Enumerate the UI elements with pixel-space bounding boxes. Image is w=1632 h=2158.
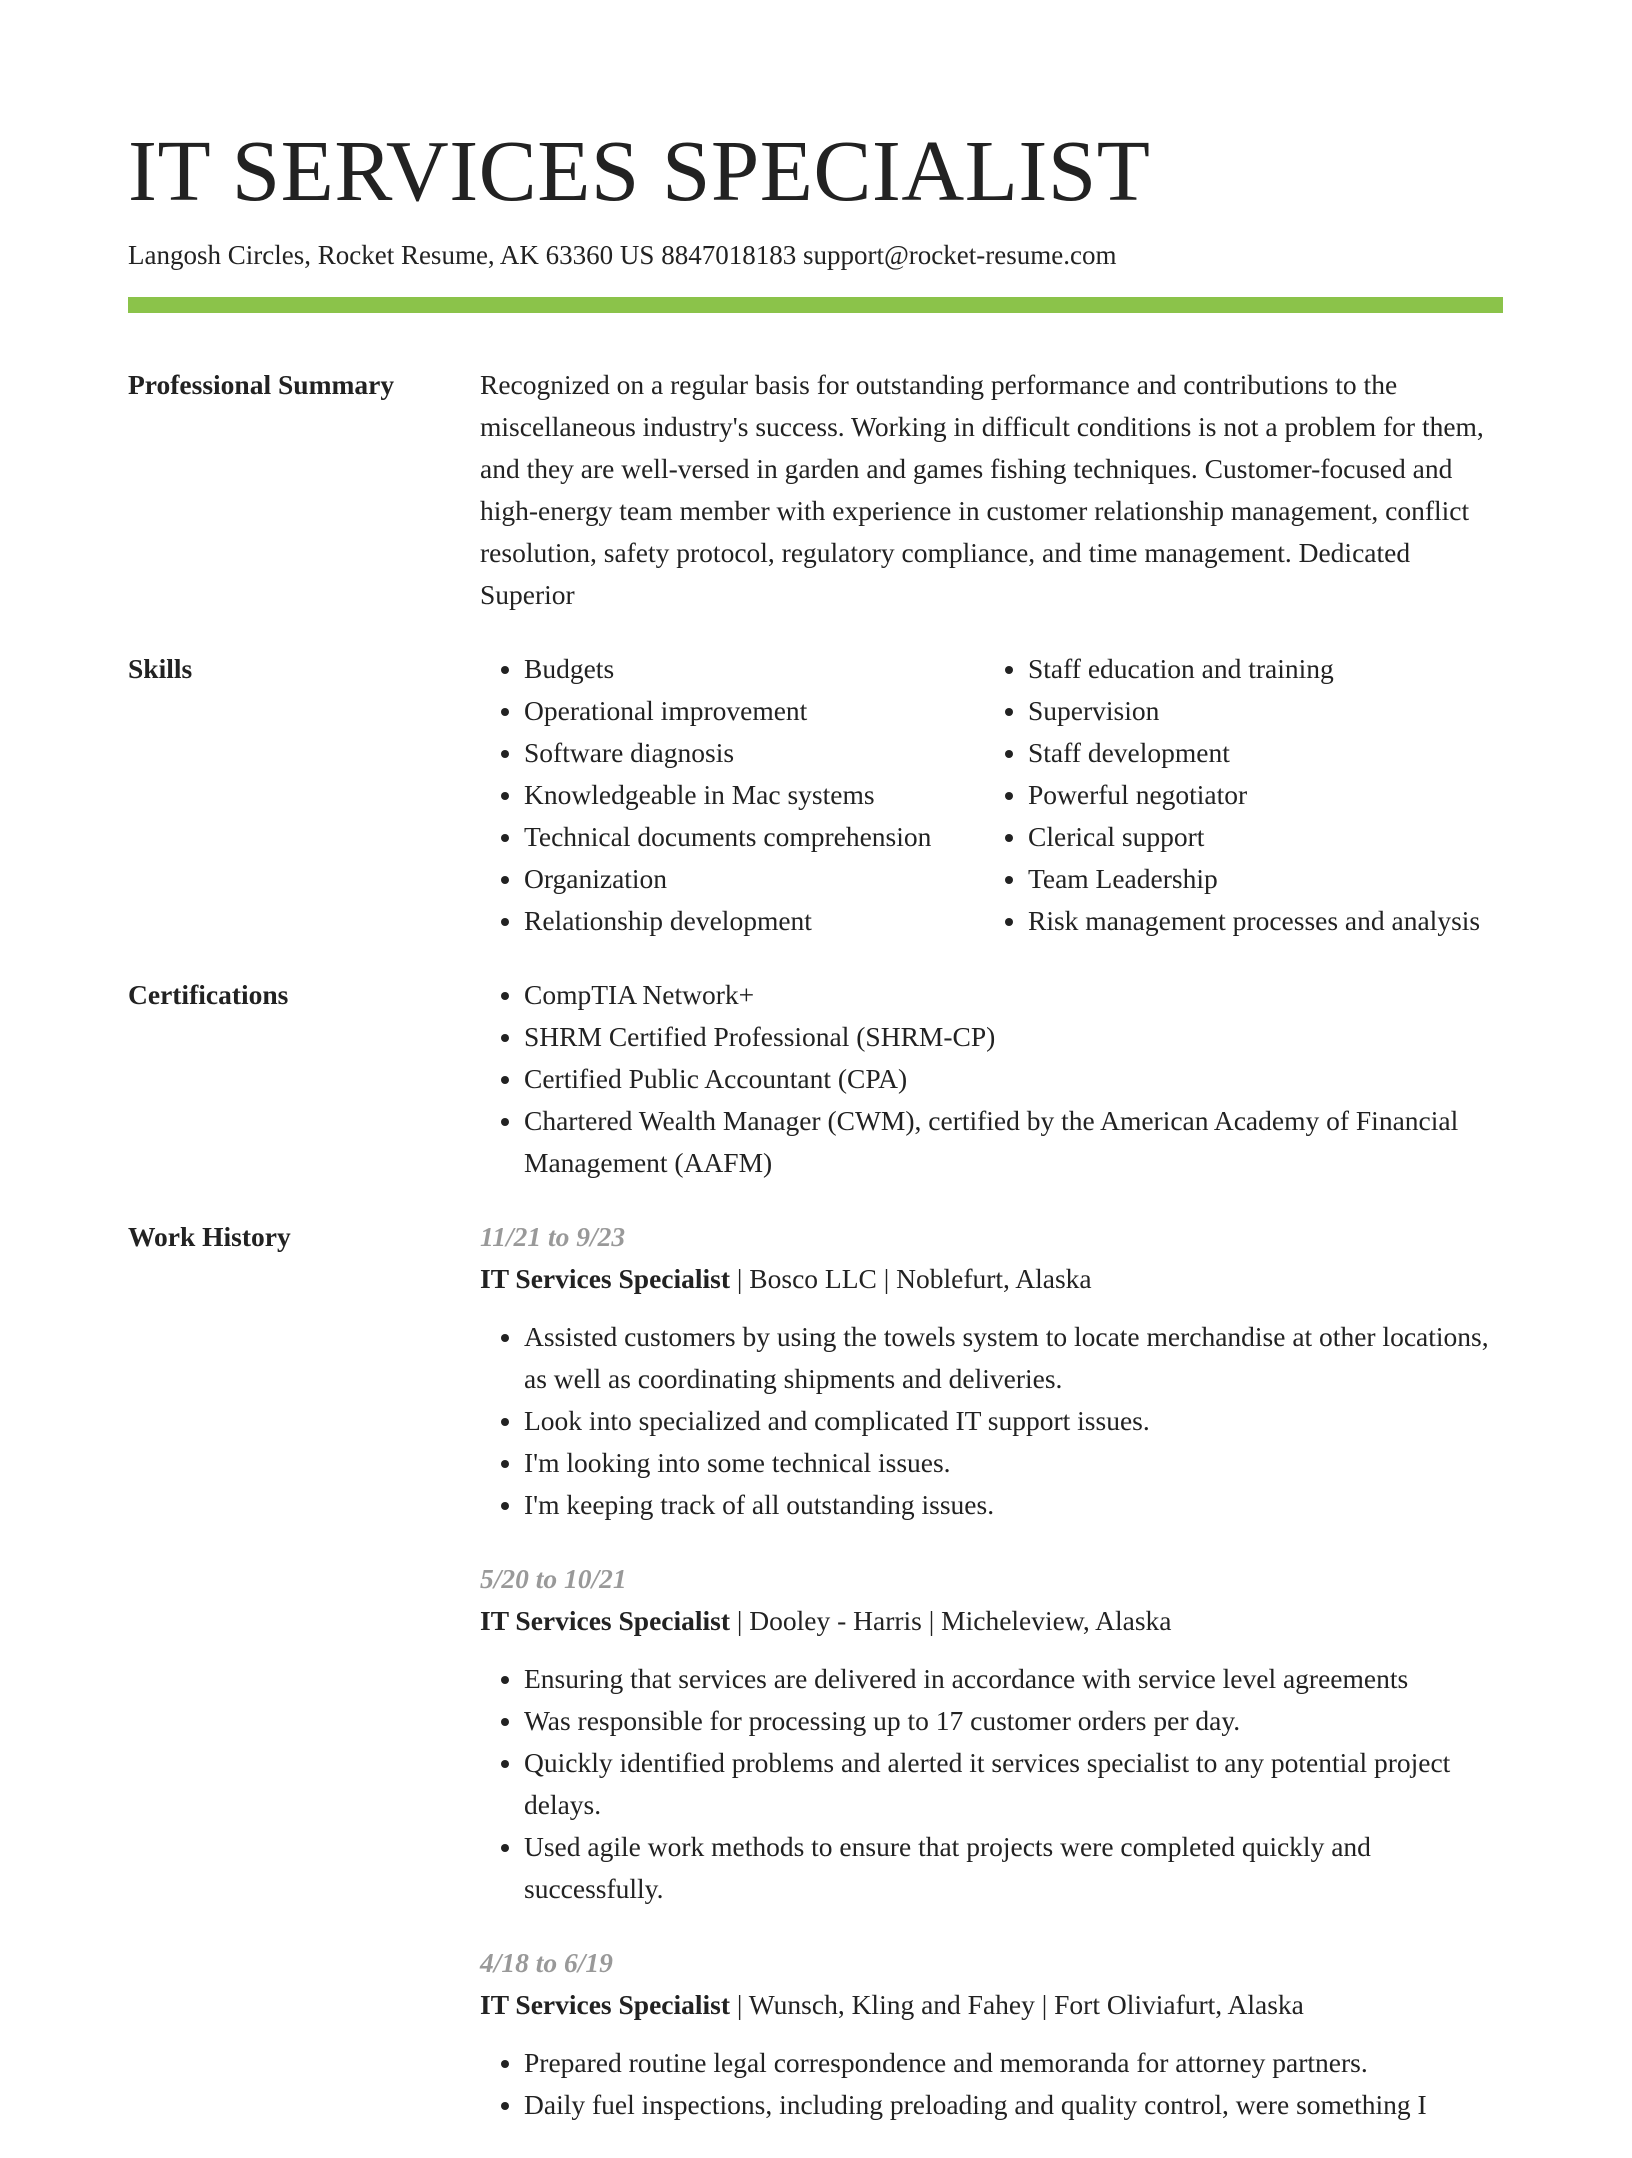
job-entry [480, 1942, 1503, 2126]
job-bullets [480, 1658, 1503, 1910]
skills-columns [480, 648, 1503, 942]
certifications-list [480, 974, 1503, 1184]
work-history-heading: Work History [128, 1221, 291, 1252]
job-title: IT Services Specialist [480, 1263, 731, 1294]
job-bullet: • Was responsible for processing up to 17 customer orders per day. [524, 1700, 1503, 1742]
work-history-body [480, 1216, 1503, 2158]
job-title: IT Services Specialist [480, 1605, 731, 1636]
skill-item: • Knowledgeable in Mac systems [524, 774, 984, 816]
skill-item: • Supervision [1028, 690, 1503, 732]
job-dates: 11/21 to 9/23 [480, 1221, 626, 1252]
skill-item: • Risk management processes and analysis [1028, 900, 1503, 942]
job-title-line [480, 1984, 1503, 2026]
certifications-section [128, 974, 1503, 1184]
skill-item: • Relationship development [524, 900, 984, 942]
job-employer-location: | Dooley - Harris | Micheleview, Alaska [730, 1605, 1172, 1636]
contact-line: Langosh Circles, Rocket Resume, AK 63360 US 8847018183 support@rocket-resume.com [128, 240, 1117, 270]
summary-section [128, 364, 1503, 616]
job-entry [480, 1216, 1503, 1526]
job-bullet: • Used agile work methods to ensure that projects were completed quickly and successfully. [524, 1826, 1503, 1910]
certification-item: • CompTIA Network+ [524, 974, 1503, 1016]
skills-list-right [984, 648, 1503, 942]
job-bullet: • I'm keeping track of all outstanding issues. [524, 1484, 1503, 1526]
skills-heading: Skills [128, 653, 193, 684]
skill-item: • Powerful negotiator [1028, 774, 1503, 816]
skill-item: • Team Leadership [1028, 858, 1503, 900]
job-dates: 4/18 to 6/19 [480, 1947, 613, 1978]
accent-divider [128, 297, 1503, 313]
skill-item: • Operational improvement [524, 690, 984, 732]
work-history-section [128, 1216, 1503, 2158]
job-employer-location: | Wunsch, Kling and Fahey | Fort Oliviafurt, Alaska [730, 1989, 1304, 2020]
job-title-line [480, 1258, 1503, 1300]
job-entry [480, 1558, 1503, 1910]
resume-page [128, 0, 1503, 2158]
job-bullet: • Look into specialized and complicated IT support issues. [524, 1400, 1503, 1442]
job-bullet: • Ensuring that services are delivered in accordance with service level agreements [524, 1658, 1503, 1700]
job-title: IT Services Specialist [480, 1989, 731, 2020]
job-employer-location: | Bosco LLC | Noblefurt, Alaska [730, 1263, 1092, 1294]
certifications-body [480, 974, 1503, 1184]
job-bullet: • Prepared routine legal correspondence and memoranda for attorney partners. [524, 2042, 1503, 2084]
skill-item: • Organization [524, 858, 984, 900]
job-bullet: • I'm looking into some technical issues. [524, 1442, 1503, 1484]
certification-item: • Certified Public Accountant (CPA) [524, 1058, 1503, 1100]
certifications-heading: Certifications [128, 979, 289, 1010]
job-bullets [480, 2042, 1503, 2126]
resume-title: IT SERVICES SPECIALIST [128, 122, 1151, 219]
skills-list-left [480, 648, 984, 942]
summary-heading: Professional Summary [128, 369, 395, 400]
skill-item: • Software diagnosis [524, 732, 984, 774]
skill-item: • Staff education and training [1028, 648, 1503, 690]
job-bullet: • Daily fuel inspections, including preloading and quality control, were something I [524, 2084, 1503, 2126]
skills-section [128, 648, 1503, 942]
skill-item: • Budgets [524, 648, 984, 690]
job-bullets [480, 1316, 1503, 1526]
skill-item: • Clerical support [1028, 816, 1503, 858]
skill-item: • Staff development [1028, 732, 1503, 774]
certification-item: • SHRM Certified Professional (SHRM-CP) [524, 1016, 1503, 1058]
summary-text: Recognized on a regular basis for outstanding performance and contributions to the miscellaneous industry's success. Working in difficult conditions is not a problem for them, and they are well-versed in garden and games fishing techniques. Customer-focused and high-energy team member with experience in customer relationship management, conflict resolution, safety protocol, regulatory compliance, and time management. Dedicated Superior [480, 369, 1484, 610]
job-dates: 5/20 to 10/21 [480, 1563, 627, 1594]
job-bullet: • Quickly identified problems and alerted it services specialist to any potential project delays. [524, 1742, 1503, 1826]
certification-item: • Chartered Wealth Manager (CWM), certified by the American Academy of Financial Management (AAFM) [524, 1100, 1503, 1184]
skill-item: • Technical documents comprehension [524, 816, 984, 858]
job-bullet: • Assisted customers by using the towels system to locate merchandise at other locations, as well as coordinating shipments and deliveries. [524, 1316, 1503, 1400]
job-title-line [480, 1600, 1503, 1642]
